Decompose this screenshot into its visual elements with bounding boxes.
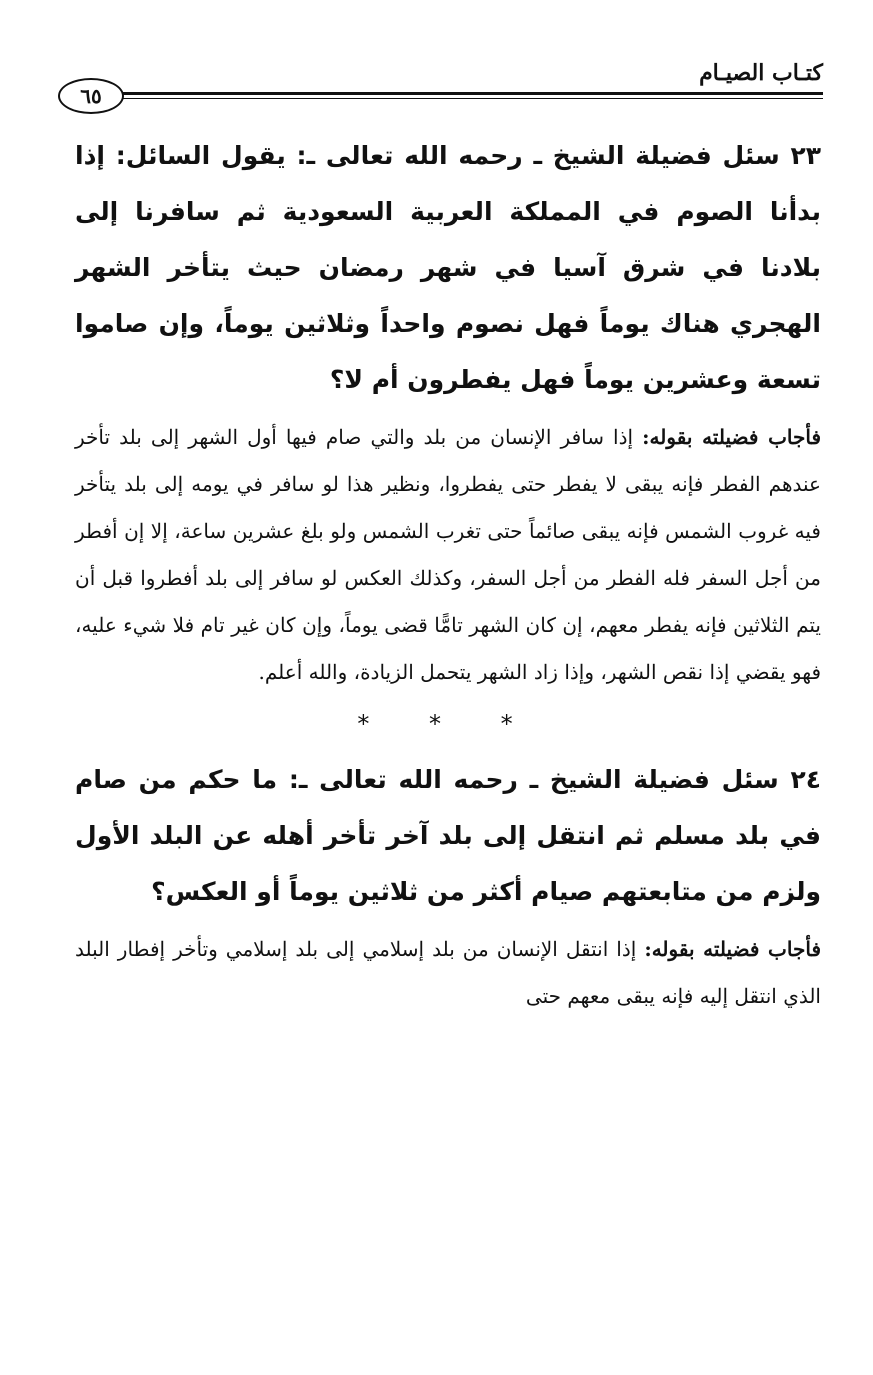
question-23 xyxy=(75,128,821,408)
answer-24 xyxy=(75,926,821,1020)
question-24 xyxy=(75,752,821,920)
answer-text: إذا سافر الإنسان من بلد والتي صام فيها أول الشهر إلى بلد تأخر عندهم الفطر فإنه يبقى لا يفطر حتى يفطروا، ونظير هذا لو سافر في يومه إلى بلد يتأخر فيه غروب الشمس فإنه يبقى صائماً حتى تغرب الشمس ولو بلغ عشرين ساعة، إلا إن أفطر من أجل السفر فله الفطر من أجل السفر، وكذلك العكس لو سافر إلى بلد أفطروا قبل أن يتم الثلاثين فإنه يفطر معهم، إن كان الشهر تامًّا قضى يوماً، وإن كان غير تام فلا شيء عليه، فهو يقضي إذا نقص الشهر، وإذا زاد الشهر يتحمل الزيادة، والله أعلم. xyxy=(75,425,821,684)
header-rule-thick xyxy=(122,92,823,95)
answer-text: إذا انتقل الإنسان من بلد إسلامي إلى بلد إسلامي وتأخر إفطار البلد الذي انتقل إليه فإنه يبقى معهم حتى xyxy=(75,937,821,1008)
page-header xyxy=(58,58,823,110)
header-rule-thin xyxy=(122,98,823,99)
question-number: ٢٣ xyxy=(790,141,821,170)
page-number: ٦٥ xyxy=(58,78,124,114)
section-divider: * * * xyxy=(357,710,539,738)
question-text: سئل فضيلة الشيخ ـ رحمه الله تعالى ـ: ما حكم من صام في بلد مسلم ثم انتقل إلى بلد آخر تأخر أهله عن البلد الأول ولزم من متابعتهم صيام أكثر من ثلاثين يوماً أو العكس؟ xyxy=(75,765,821,906)
book-title: كتـاب الصيـام xyxy=(699,60,823,86)
answer-23 xyxy=(75,414,821,696)
answer-lead: فأجاب فضيلته بقوله: xyxy=(642,425,822,449)
page-content xyxy=(75,128,821,1020)
question-text: سئل فضيلة الشيخ ـ رحمه الله تعالى ـ: يقول السائل: إذا بدأنا الصوم في المملكة العربية السعودية ثم سافرنا إلى بلادنا في شرق آسيا في شهر رمضان حيث يتأخر الشهر الهجري هناك يوماً فهل نصوم واحداً وثلاثين يوماً، وإن صاموا تسعة وعشرين يوماً فهل يفطرون أم لا؟ xyxy=(75,141,821,394)
question-number: ٢٤ xyxy=(790,765,821,794)
answer-lead: فأجاب فضيلته بقوله: xyxy=(644,937,821,961)
